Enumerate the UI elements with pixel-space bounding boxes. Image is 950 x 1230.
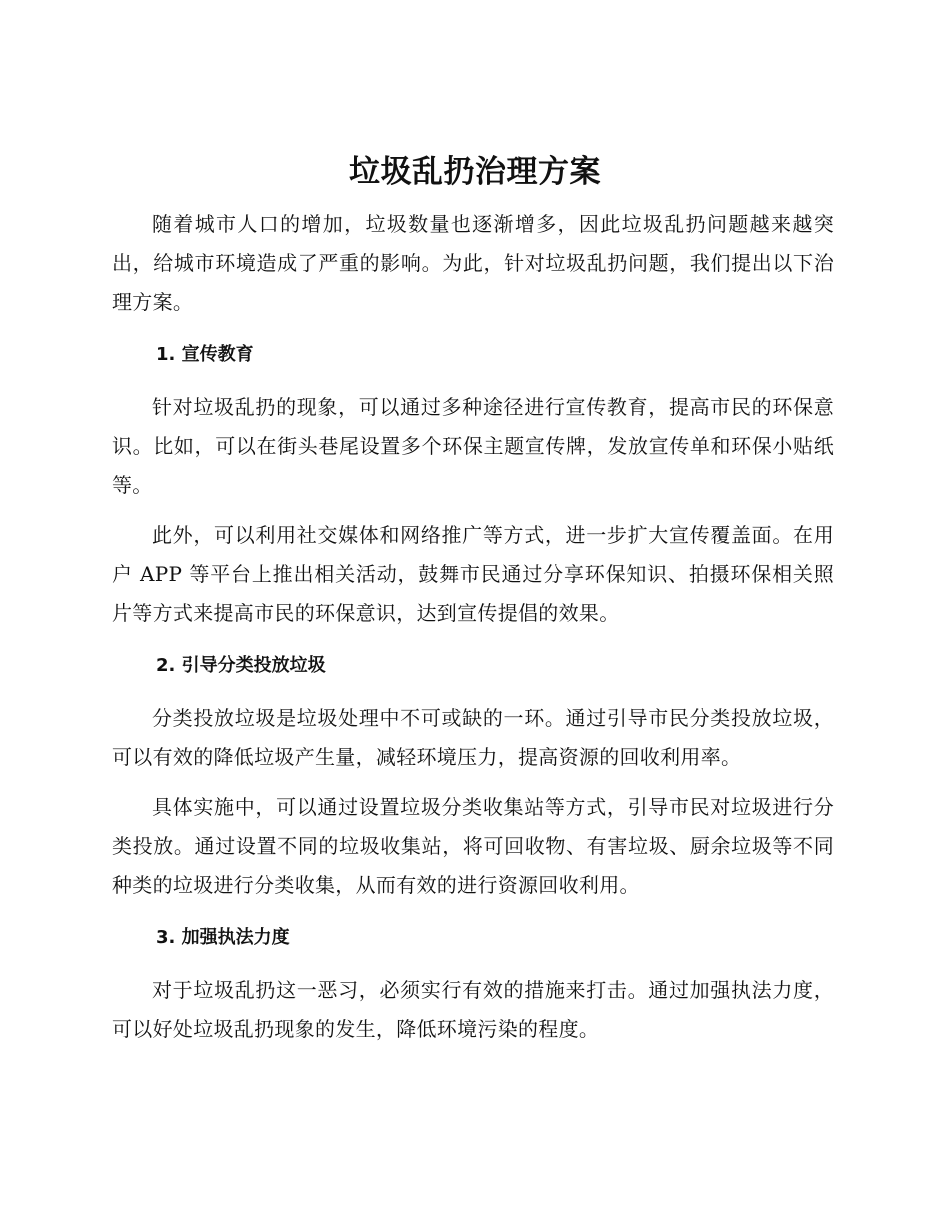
document-body xyxy=(112,205,834,1049)
section-heading-enforcement: 3. 加强执法力度 xyxy=(156,927,290,948)
section-paragraph: 具体实施中，可以通过设置垃圾分类收集站等方式，引导市民对垃圾进行分类投放。通过设置不同的垃圾收集站，将可回收物、有害垃圾、厨余垃圾等不同种类的垃圾进行分类收集，从而有效的进行资源回收利用。 xyxy=(112,795,834,897)
intro-paragraph: 随着城市人口的增加，垃圾数量也逐渐增多，因此垃圾乱扔问题越来越突出，给城市环境造成了严重的影响。为此，针对垃圾乱扔问题，我们提出以下治理方案。 xyxy=(112,212,834,314)
section-heading-publicity: 1. 宣传教育 xyxy=(156,344,254,365)
section-paragraph: 对于垃圾乱扔这一恶习，必须实行有效的措施来打击。通过加强执法力度，可以好处垃圾乱扔现象的发生，降低环境污染的程度。 xyxy=(112,978,834,1041)
section-heading-sorting: 2. 引导分类投放垃圾 xyxy=(156,655,326,676)
section-paragraph: 分类投放垃圾是垃圾处理中不可或缺的一环。通过引导市民分类投放垃圾，可以有效的降低垃圾产生量，减轻环境压力，提高资源的回收利用率。 xyxy=(112,706,834,769)
section-paragraph: 此外，可以利用社交媒体和网络推广等方式，进一步扩大宣传覆盖面。在用户 APP 等平台上推出相关活动，鼓舞市民通过分享环保知识、拍摄环保相关照片等方式来提高市民的环保意识，达到宣传提倡的效果。 xyxy=(112,523,834,625)
document-title: 垃圾乱扔治理方案 xyxy=(349,154,601,190)
section-paragraph: 针对垃圾乱扔的现象，可以通过多种途径进行宣传教育，提高市民的环保意识。比如，可以在街头巷尾设置多个环保主题宣传牌，发放宣传单和环保小贴纸等。 xyxy=(112,395,834,497)
